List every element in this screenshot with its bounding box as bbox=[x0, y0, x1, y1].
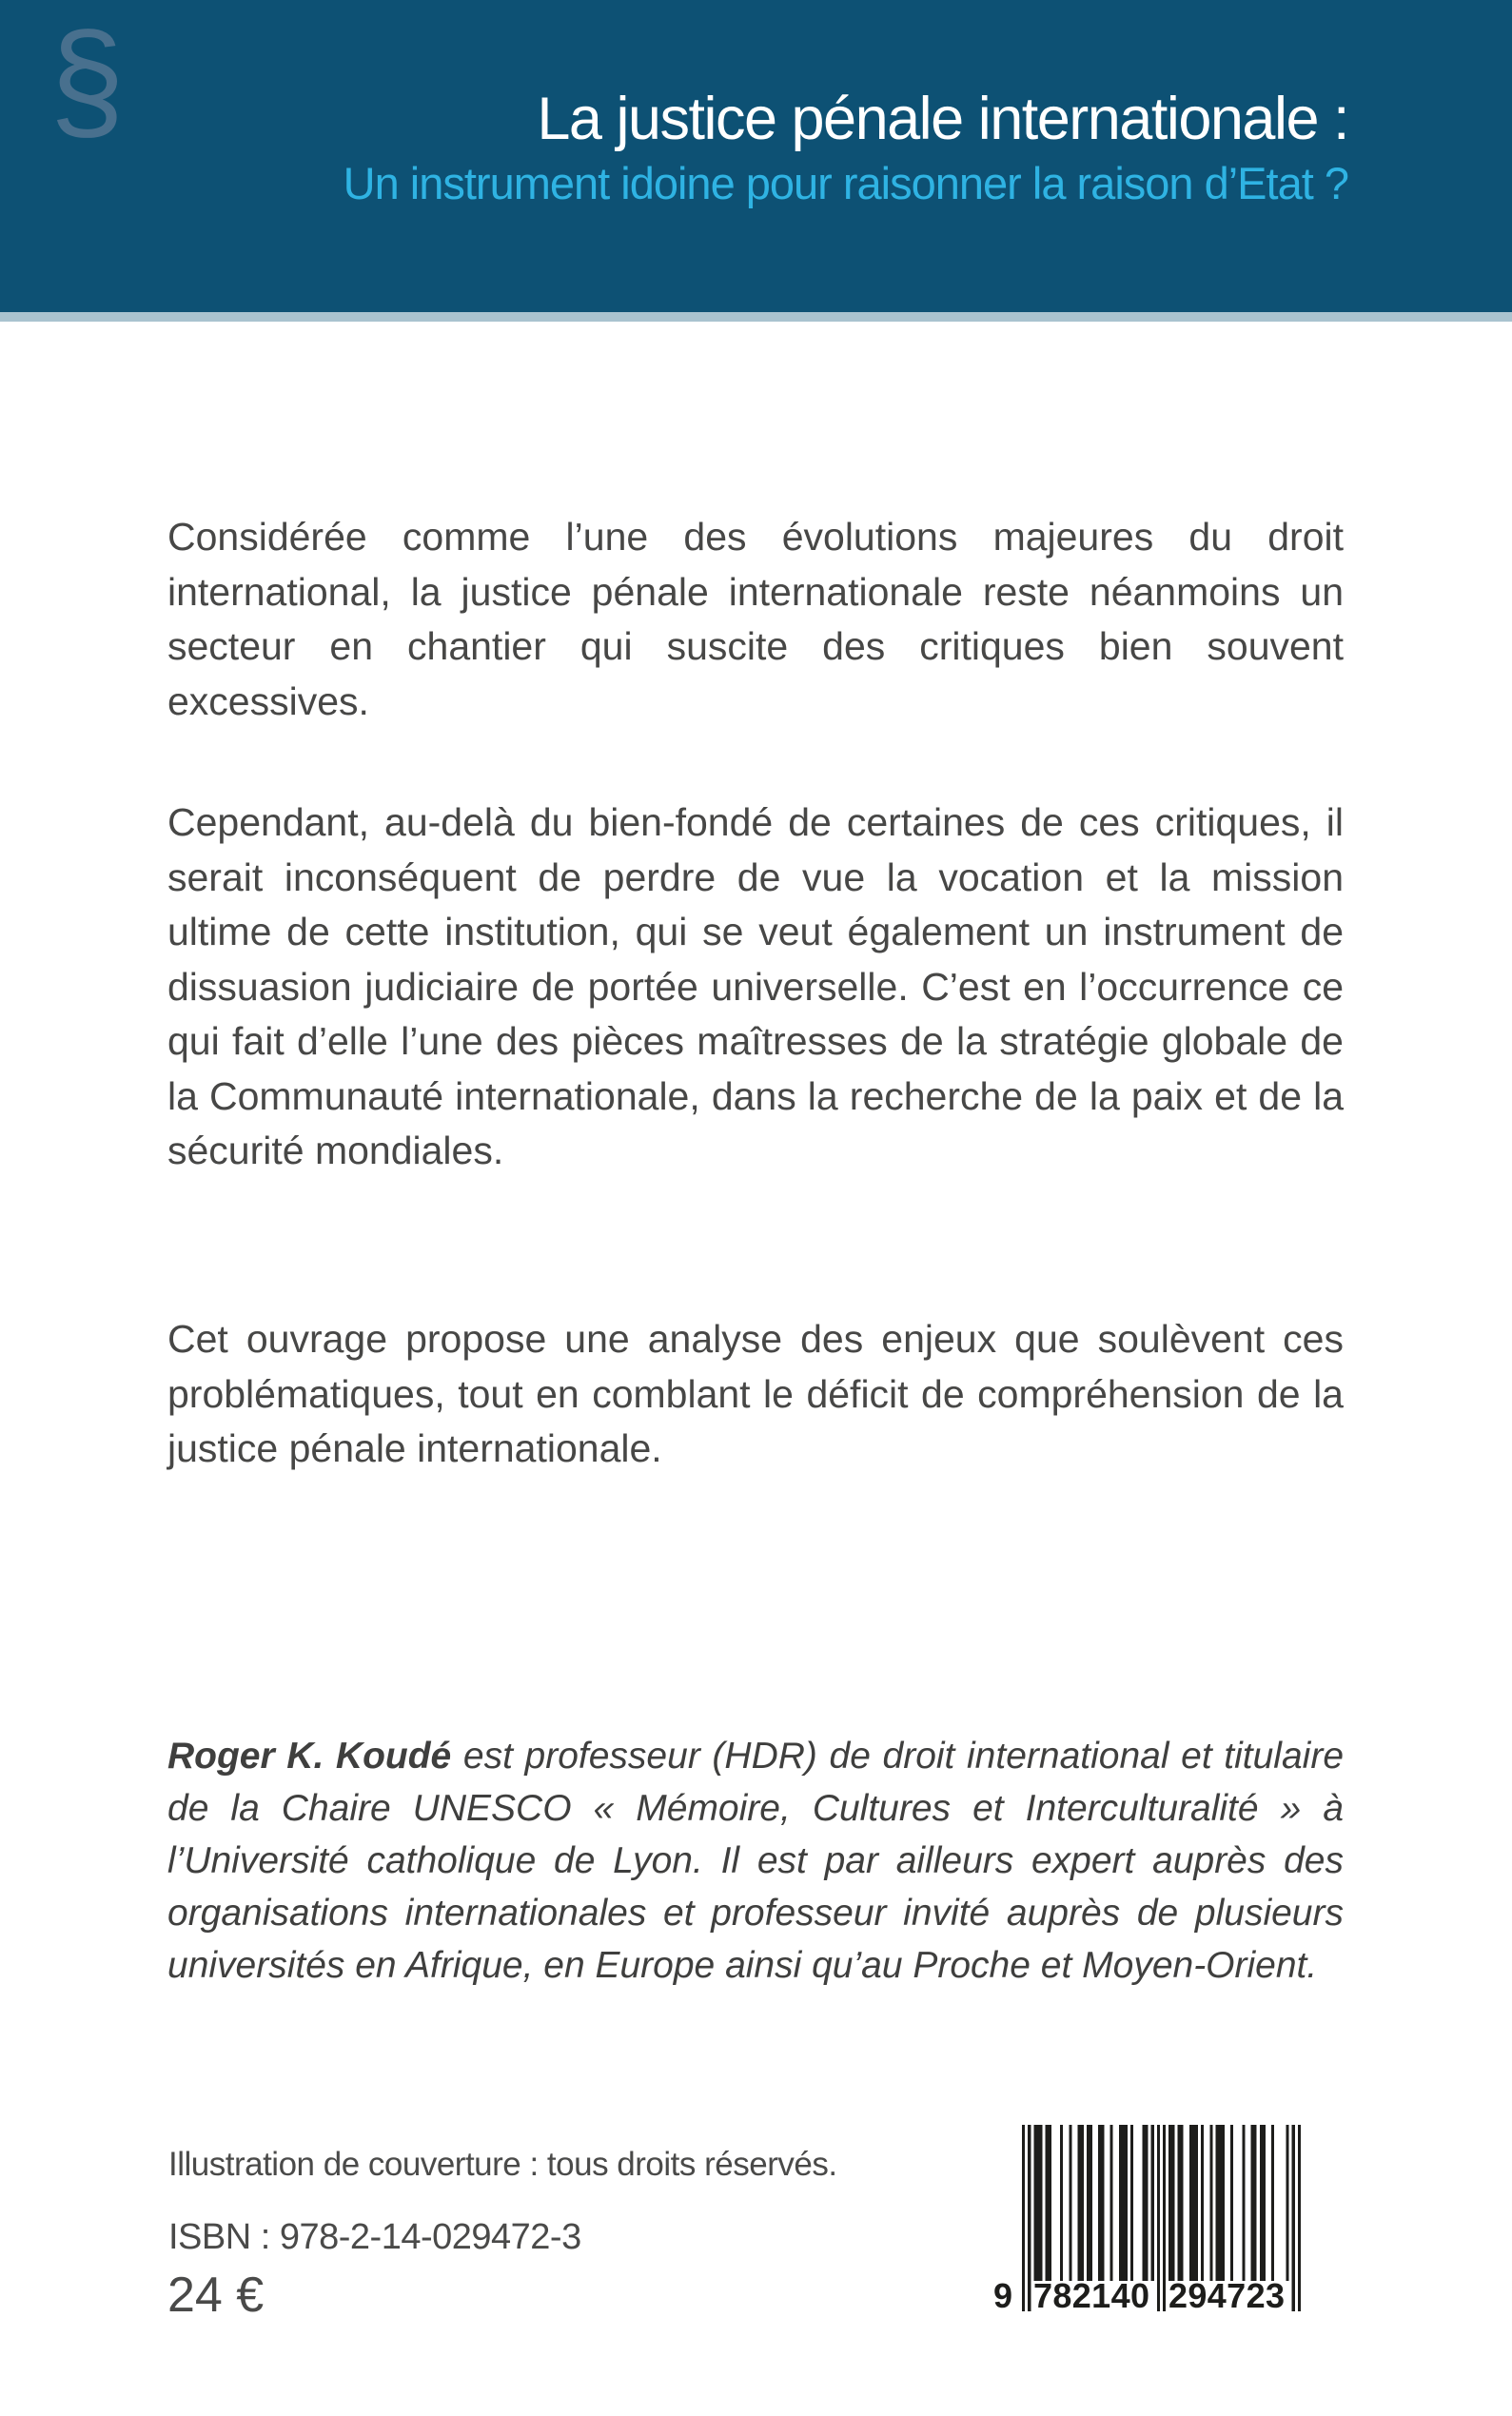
header-titles bbox=[344, 84, 1348, 209]
isbn-text: ISBN : 978-2-14-029472-3 bbox=[168, 2217, 581, 2257]
book-title: La justice pénale internationale : bbox=[537, 86, 1348, 152]
synopsis-paragraph-1: Considérée comme l’une des évolutions majeures du droit international, la justice pénale internationale reste néanmoins un secteur en chantier qui suscite des critiques bien souvent excessives. bbox=[167, 515, 1344, 723]
book-subtitle: Un instrument idoine pour raisonner la raison d’Etat ? bbox=[343, 157, 1348, 208]
section-mark-icon: § bbox=[49, 5, 125, 156]
ean13-barcode bbox=[971, 2123, 1306, 2313]
synopsis-paragraph-2: Cependant, au-delà du bien-fondé de certaines de ces critiques, il serait inconséquent de perdre de vue la vocation et la mission ultime de cette institution, qui se veut également un instrument de dissuasion judiciaire de portée universelle. C’est en l’occurrence ce qui fait d’elle l’une des pièces maîtresses de la stratégie globale de la Communauté internationale, dans la recherche de la paix et de la sécurité mondiales. bbox=[167, 800, 1344, 1172]
author-bio-text: est professeur (HDR) de droit international et titulaire de la Chaire UNESCO « Mémoire, Cultures et Interculturalité » à l’Université catholique de Lyon. Il est par ailleurs expert auprès des organisations internationales et professeur invité auprès de plusieurs universités en Afrique, en Europe ainsi qu’au Proche et Moyen-Orient. bbox=[167, 1736, 1345, 1986]
author-bio bbox=[167, 1730, 1344, 1992]
svg-text:294723: 294723 bbox=[1168, 2276, 1285, 2313]
svg-text:782140: 782140 bbox=[1033, 2276, 1149, 2313]
synopsis-paragraph-3: Cet ouvrage propose une analyse des enjeux que soulèvent ces problématiques, tout en comblant le déficit de compréhension de la justice pénale internationale. bbox=[167, 1317, 1344, 1470]
author-name: Roger K. Koudé bbox=[167, 1736, 452, 1777]
header-band bbox=[0, 0, 1512, 312]
price-text: 24 € bbox=[167, 2268, 265, 2323]
header-divider bbox=[0, 312, 1512, 322]
svg-text:9: 9 bbox=[992, 2276, 1012, 2313]
ean13-bars bbox=[971, 2123, 1306, 2313]
illustration-credit: Illustration de couverture : tous droits réservés. bbox=[168, 2146, 837, 2183]
